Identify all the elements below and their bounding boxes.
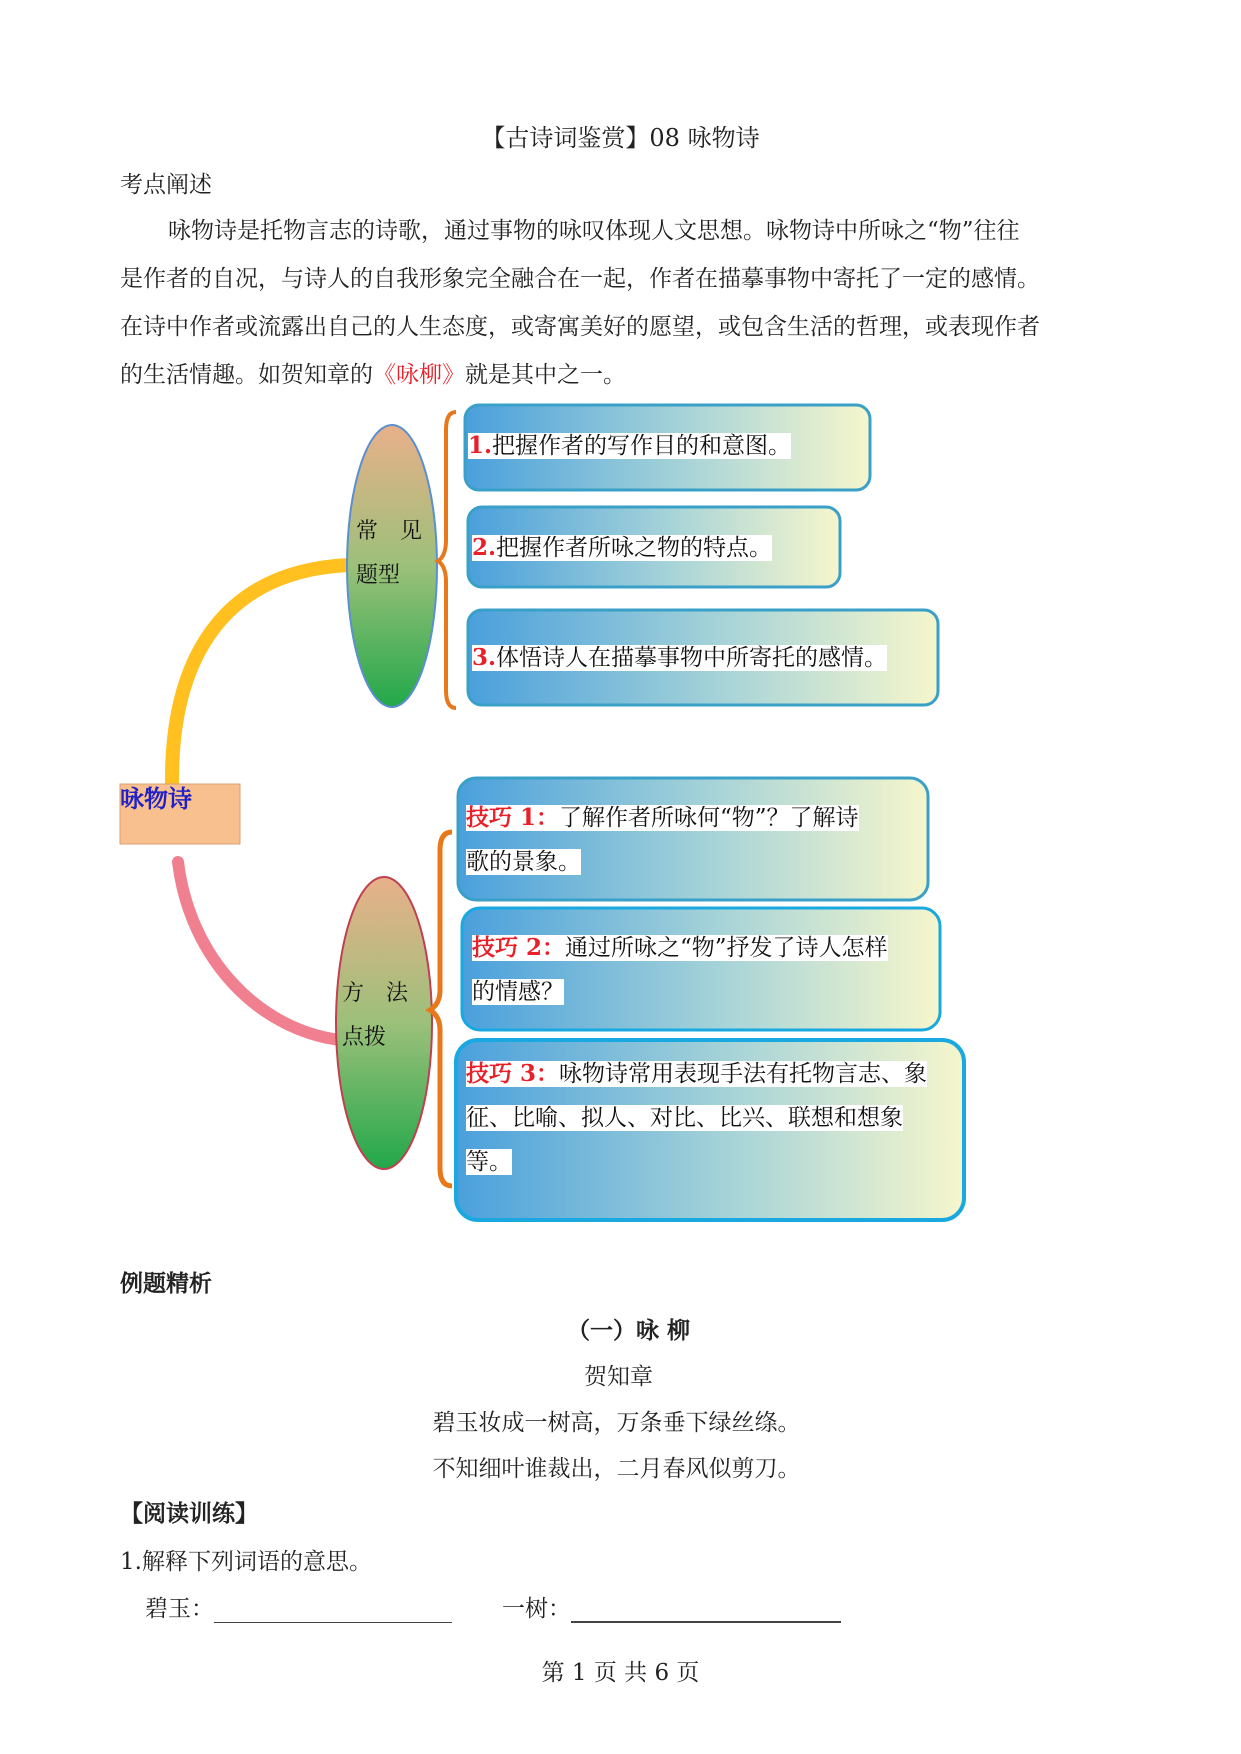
section-heading-examples: 例题精析 [120,1270,212,1297]
intro-line-4-text: 的生活情趣。如贺知章的 [120,362,373,388]
type-item-3 [472,636,887,680]
tip-item-3-lead: 技巧 3： [466,1060,560,1087]
tip-item-3 [466,1052,927,1184]
branch-label-types-line1: 常 见 [356,519,423,544]
tip-item-2 [472,926,888,1014]
intro-line-2: 是作者的自况，与诗人的自我形象完全融合在一起，作者在描摹事物中寄托了一定的感情。 [120,266,1040,292]
answer-blank-biyu[interactable] [214,1600,452,1623]
term-yishu-label: 一树： [502,1596,571,1622]
tip-item-2-lead: 技巧 2： [472,934,566,961]
intro-line-1: 咏物诗是托物言志的诗歌，通过事物的咏叹体现人文思想。咏物诗中所咏之“物”往往 [168,218,1020,244]
intro-line-4 [120,351,1130,399]
branch-label-types-line2: 题型 [356,563,401,588]
branch-label-types [356,510,428,598]
answer-blank-yishu[interactable] [571,1599,841,1623]
tip-item-1-line1: 了解作者所咏何“物”？了解诗 [559,805,859,831]
section-heading-reading: 【阅读训练】 [120,1500,258,1527]
type-item-1-num: 1. [468,432,493,459]
type-item-1 [468,424,791,468]
poem-line-2: 不知细叶谁裁出，二月春风似剪刀。 [432,1456,801,1482]
tip-item-3-line3: 等。 [466,1149,512,1175]
type-item-3-text: 体悟诗人在描摹事物中所寄托的感情。 [496,645,888,671]
question-1: 1.解释下列词语的意思。 [120,1549,372,1575]
answer-row [145,1590,841,1623]
tip-item-2-line2: 的情感？ [472,979,564,1005]
page-footer: 第 1 页 共 6 页 [541,1660,700,1686]
poem-title: （一）咏 柳 [566,1317,690,1344]
branch-label-methods-line1: 方 法 [342,981,409,1006]
bracket-bottom [430,832,452,1186]
intro-paragraph [120,207,1130,399]
section-heading-analysis: 考点阐述 [120,172,212,198]
intro-line-4-tail: 就是其中之一。 [465,362,626,388]
connector-bottom [178,862,340,1040]
branch-label-methods [342,972,414,1060]
branch-label-methods-line2: 点拨 [342,1025,387,1050]
type-item-3-num: 3. [472,644,497,671]
type-item-1-text: 把握作者的写作目的和意图。 [492,433,792,459]
tip-item-1-line2: 歌的景象。 [466,849,581,875]
tip-item-1-lead: 技巧 1： [466,804,560,831]
tip-item-3-line1: 咏物诗常用表现手法有托物言志、象 [559,1061,928,1087]
poem-reference: 《咏柳》 [373,362,465,388]
center-node-label: 咏物诗 [120,784,192,813]
type-item-2-text: 把握作者所咏之物的特点。 [496,535,773,561]
bracket-top [438,412,456,708]
term-biyu-label: 碧玉： [145,1596,214,1622]
type-item-2-num: 2. [472,534,497,561]
tip-item-1 [466,796,859,884]
intro-line-3: 在诗中作者或流露出自己的人生态度，或寄寓美好的愿望，或包含生活的哲理，或表现作者 [120,314,1040,340]
document-title: 【古诗词鉴赏】08 咏物诗 [481,124,760,152]
tip-item-3-line2: 征、比喻、拟人、对比、比兴、联想和想象 [466,1105,903,1131]
connector-top [172,565,350,787]
poem-author: 贺知章 [584,1364,653,1390]
tip-item-2-line1: 通过所咏之“物”抒发了诗人怎样 [565,935,888,961]
type-item-2 [472,526,772,570]
poem-line-1: 碧玉妆成一树高，万条垂下绿丝绦。 [432,1410,801,1436]
